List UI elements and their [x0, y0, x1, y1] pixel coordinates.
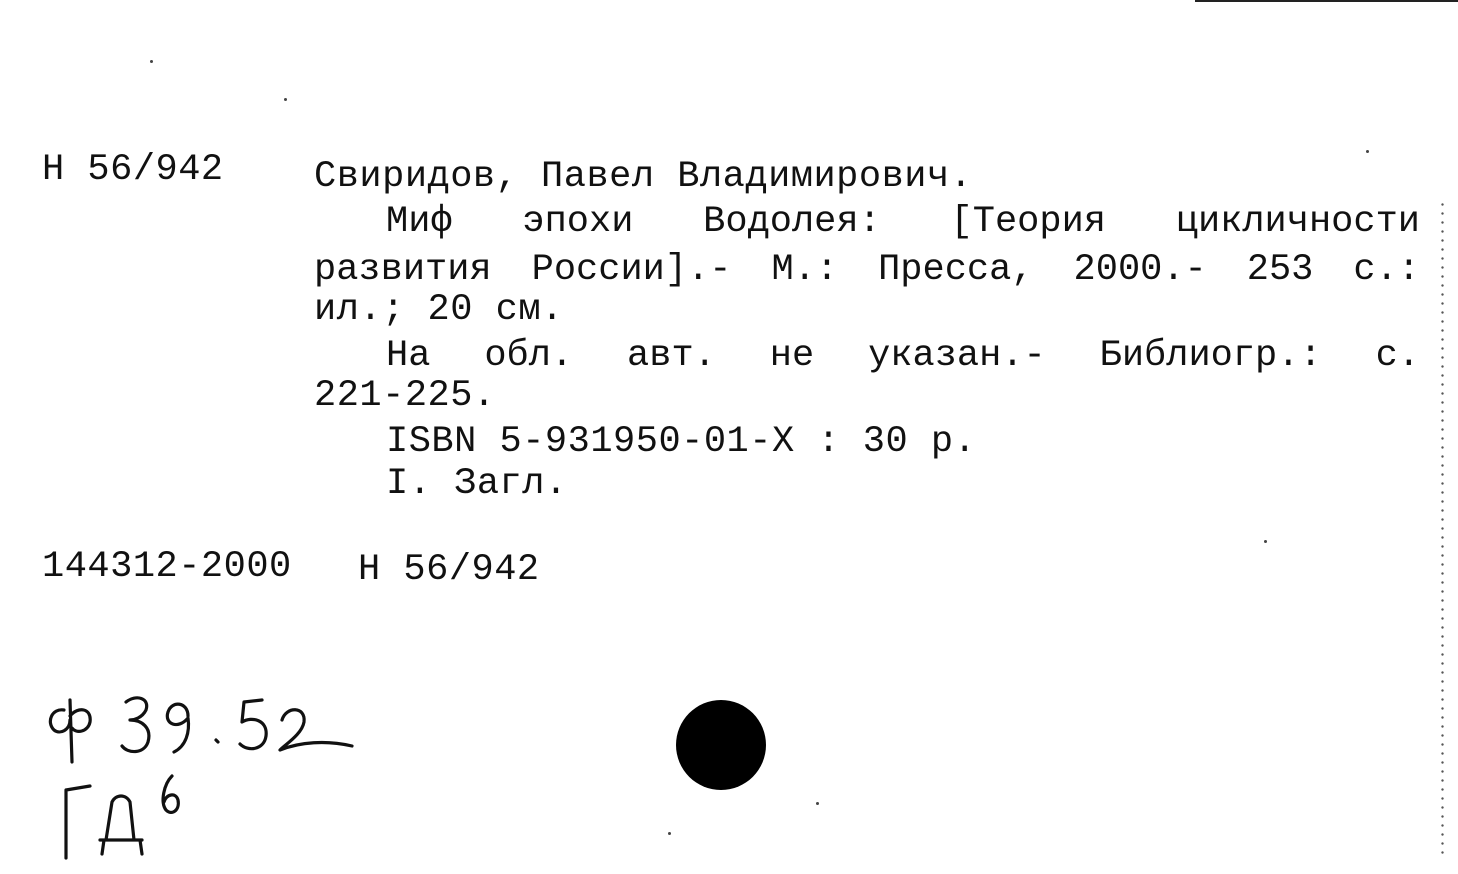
speck — [816, 802, 819, 805]
tracing-line: I. Загл. — [386, 463, 568, 505]
record-shelf-mark: Н 56/942 — [358, 549, 540, 591]
shelf-mark: Н 56/942 — [42, 149, 224, 191]
punch-hole — [676, 700, 766, 790]
isbn-line: ISBN 5-931950-01-X : 30 р. — [386, 421, 977, 463]
title-line-1: Миф эпохи Водолея: [Теория цикличности — [386, 201, 1420, 243]
note-line-1: На обл. авт. не указан.- Библиогр.: с. — [386, 335, 1420, 377]
note-line-2: 221-225. — [314, 375, 496, 417]
speck — [1264, 540, 1267, 543]
handwritten-call-number — [30, 680, 390, 870]
speck — [150, 60, 153, 63]
record-number: 144312-2000 — [42, 546, 292, 588]
top-edge-rule — [1195, 0, 1458, 2]
author-heading: Свиридов, Павел Владимирович. — [314, 156, 973, 198]
speck — [1366, 150, 1369, 153]
title-line-3: ил.; 20 см. — [314, 289, 564, 331]
speck — [284, 98, 287, 101]
speck — [668, 832, 671, 835]
title-line-2: развития России].- М.: Пресса, 2000.- 253 с.: — [314, 249, 1420, 291]
right-edge-dots — [1441, 200, 1444, 860]
